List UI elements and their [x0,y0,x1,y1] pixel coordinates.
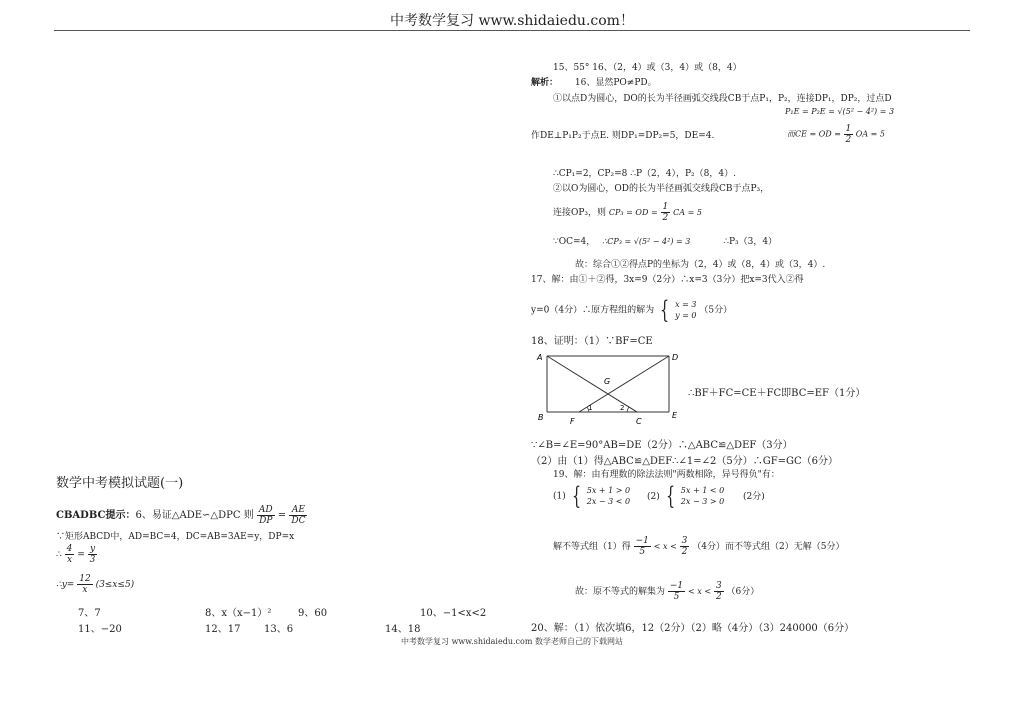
function-fraction: $\frac{12}{x}$ [79,574,91,595]
analysis-text: 16、显然PO≠PD。 [574,78,657,88]
proportion-line [56,544,97,565]
oc-prefix: ∵OC=4， [553,237,596,247]
hint-fraction-2: $\frac{AE}{DC}$ [291,505,306,526]
solution-set-fraction-2: $\frac{3}{2}$ [715,581,722,602]
problem-17-line2 [531,298,732,322]
inequality-systems [553,484,765,508]
system-2 [681,485,724,507]
header-divider [54,30,970,31]
hint-line [56,505,307,526]
oc-line [553,234,777,247]
problem-20-line: 20、解：（1）依次填6，12（2分）（2）略（4分）（3）240000（6分） [531,623,855,634]
p3-result: ∴P₃（3，4） [723,237,778,247]
label-e: E [672,411,678,420]
answer-11: 11、−20 [78,624,122,635]
problem-18-line: 18、证明：（1）∵BF=CE [531,336,653,347]
hint-fraction-1: $\frac{AD}{DP}$ [258,505,273,526]
op3-fraction: $\frac{1}{2}$ [662,202,669,223]
function-domain: (3≤x≤5) [95,580,135,590]
solve-prefix: 解不等式组（1）得 [553,542,631,552]
solution-set-fraction-1: $\frac{-1}{5}$ [669,581,684,602]
solution-set-suffix: （6分） [726,587,760,597]
label-angle-2: 2 [620,404,625,412]
congruence-line: ∵∠B=∠E=90°AB=DE（2分）∴△ABC≌△DEF（3分） [531,440,793,451]
op3-formula: CP₃ = OD = [608,208,658,217]
system-2-eq1: 5x + 1 < 0 [680,486,725,495]
bc-ef-line: ∴BF＋FC=CE＋FC即BC=EF（1分） [688,388,866,399]
cp3-formula: ∴CP₃ = √(5² − 4²) = 3 [602,237,691,246]
geometry-diagram [534,348,684,430]
proportion-fraction-1: $\frac{4}{x}$ [66,544,73,565]
solve-range: < x < [653,542,677,551]
label-f: F [570,417,575,426]
system-2-eq2: 2x − 3 > 0 [680,497,725,506]
answer-8: 8、x（x−1）² [205,608,272,619]
analysis-line [531,75,657,88]
ce-formula-prefix: 而CE = OD = [787,129,841,139]
op3-prefix: 连接OP₃，则 [553,208,607,218]
ce-formula-suffix: OA = 5 [855,129,886,139]
answer-13: 13、6 [264,624,294,635]
label-g: G [604,377,611,386]
solve-system-1-line [553,536,844,557]
proportion-equals: = [77,550,85,560]
system-1-eq1: 5x + 1 > 0 [586,486,631,495]
answer-14: 14、18 [385,624,421,635]
perpendicular-line: 作DE⊥P₁P₂于点E. 则DP₁=DP₂=5，DE=4. [531,131,715,141]
ce-formula [787,124,885,145]
function-line [56,574,134,595]
solution-x: x = 3 [675,300,697,309]
problem-19-line: 19、解：由有理数的除法法则"两数相除，异号得负"有： [553,470,780,480]
solution-set-prefix: 故：原不等式的解集为 [575,587,666,597]
method1-line: ①以点D为圆心，DO的长为半径画弧交线段CB于点P₁，P₂，连接DP₁，DP₂，过点D [553,94,892,104]
problem-17-line1: 17、解：由①＋②得，3x=9（2分）∴x=3（3分）把x=3代入②得 [531,275,804,285]
angle-equality-line: （2）由（1）得△ABC≌△DEF∴∠1=∠2（5分）∴GF=GC（6分） [531,456,839,467]
label-b: B [538,413,544,422]
answer-7: 7、7 [78,608,101,619]
page-footer: 中考数学复习 www.shidaiedu.com 数学老师自己的下载网站 [401,637,623,646]
conclusion-16: 故：综合①②得点P的坐标为（2，4）或（8，4）或（3，4）. [575,260,826,270]
ce-fraction: $\frac{1}{2}$ [845,124,852,145]
label-c: C [636,417,642,426]
brace-icon: { [660,296,670,324]
hint-prefix: CBADBC提示： [56,510,136,521]
function-prefix: ∴y= [56,580,75,590]
system-2-label: (2) [647,491,660,502]
answer-12: 12、17 [205,624,241,635]
solve-fraction-1: $\frac{-1}{5}$ [635,536,649,557]
brace-icon: { [665,482,675,510]
hint-text: 6、易证△ADE∽△DPC 则 [135,510,254,521]
system-score: (2分) [743,491,765,502]
rectangle-line: ∵矩形ABCD中，AD=BC=4，DC=AB=3AE=y，DP=x [56,532,295,542]
solve-suffix: （4分）而不等式组（2）无解（5分） [692,542,845,552]
solution-set-line [575,581,759,602]
system-1-eq2: 2x − 3 < 0 [586,497,631,506]
proportion-fraction-2: $\frac{y}{3}$ [89,544,96,565]
hint-equals: = [277,510,287,521]
answer-10: 10、−1<x<2 [420,608,487,619]
label-angle-1: 1 [588,404,593,412]
solve-fraction-2: $\frac{3}{2}$ [681,536,688,557]
method2-line: ②以O为圆心，OD的长为半径画弧交线段CB于点P₃， [553,184,770,194]
therefore-mark: ∴ [56,550,62,560]
system-1-label: (1) [553,491,566,502]
solution-set-range: < x < [688,587,712,596]
brace-icon: { [571,482,581,510]
cp-values-line: ∴CP₁=2，CP₂=8 ∴P（2，4），P₂（8，4）. [553,169,736,179]
angle-2-arc [627,407,629,412]
op3-line [553,202,702,223]
page-header: 中考数学复习 www.shidaiedu.com！ [390,13,634,29]
solution-system [675,299,696,321]
solution-y: y = 0 [675,311,697,320]
answer-9: 9、60 [298,608,328,619]
system-1 [587,485,630,507]
analysis-label: 解析： [531,78,559,88]
op3-suffix: CA = 5 [673,208,702,217]
answers-15-16: 15、55° 16、（2，4）或（3，4）或（8，4） [553,63,742,73]
exam-title: 数学中考模拟试题(一) [56,476,184,491]
solution-prefix: y=0（4分）∴原方程组的解为 [531,305,655,316]
method1-formula: P₁E = P₂E = √(5² − 4²) = 3 [785,107,895,116]
label-d: D [672,353,679,362]
label-a: A [537,353,543,362]
solution-score: （5分） [699,305,733,316]
